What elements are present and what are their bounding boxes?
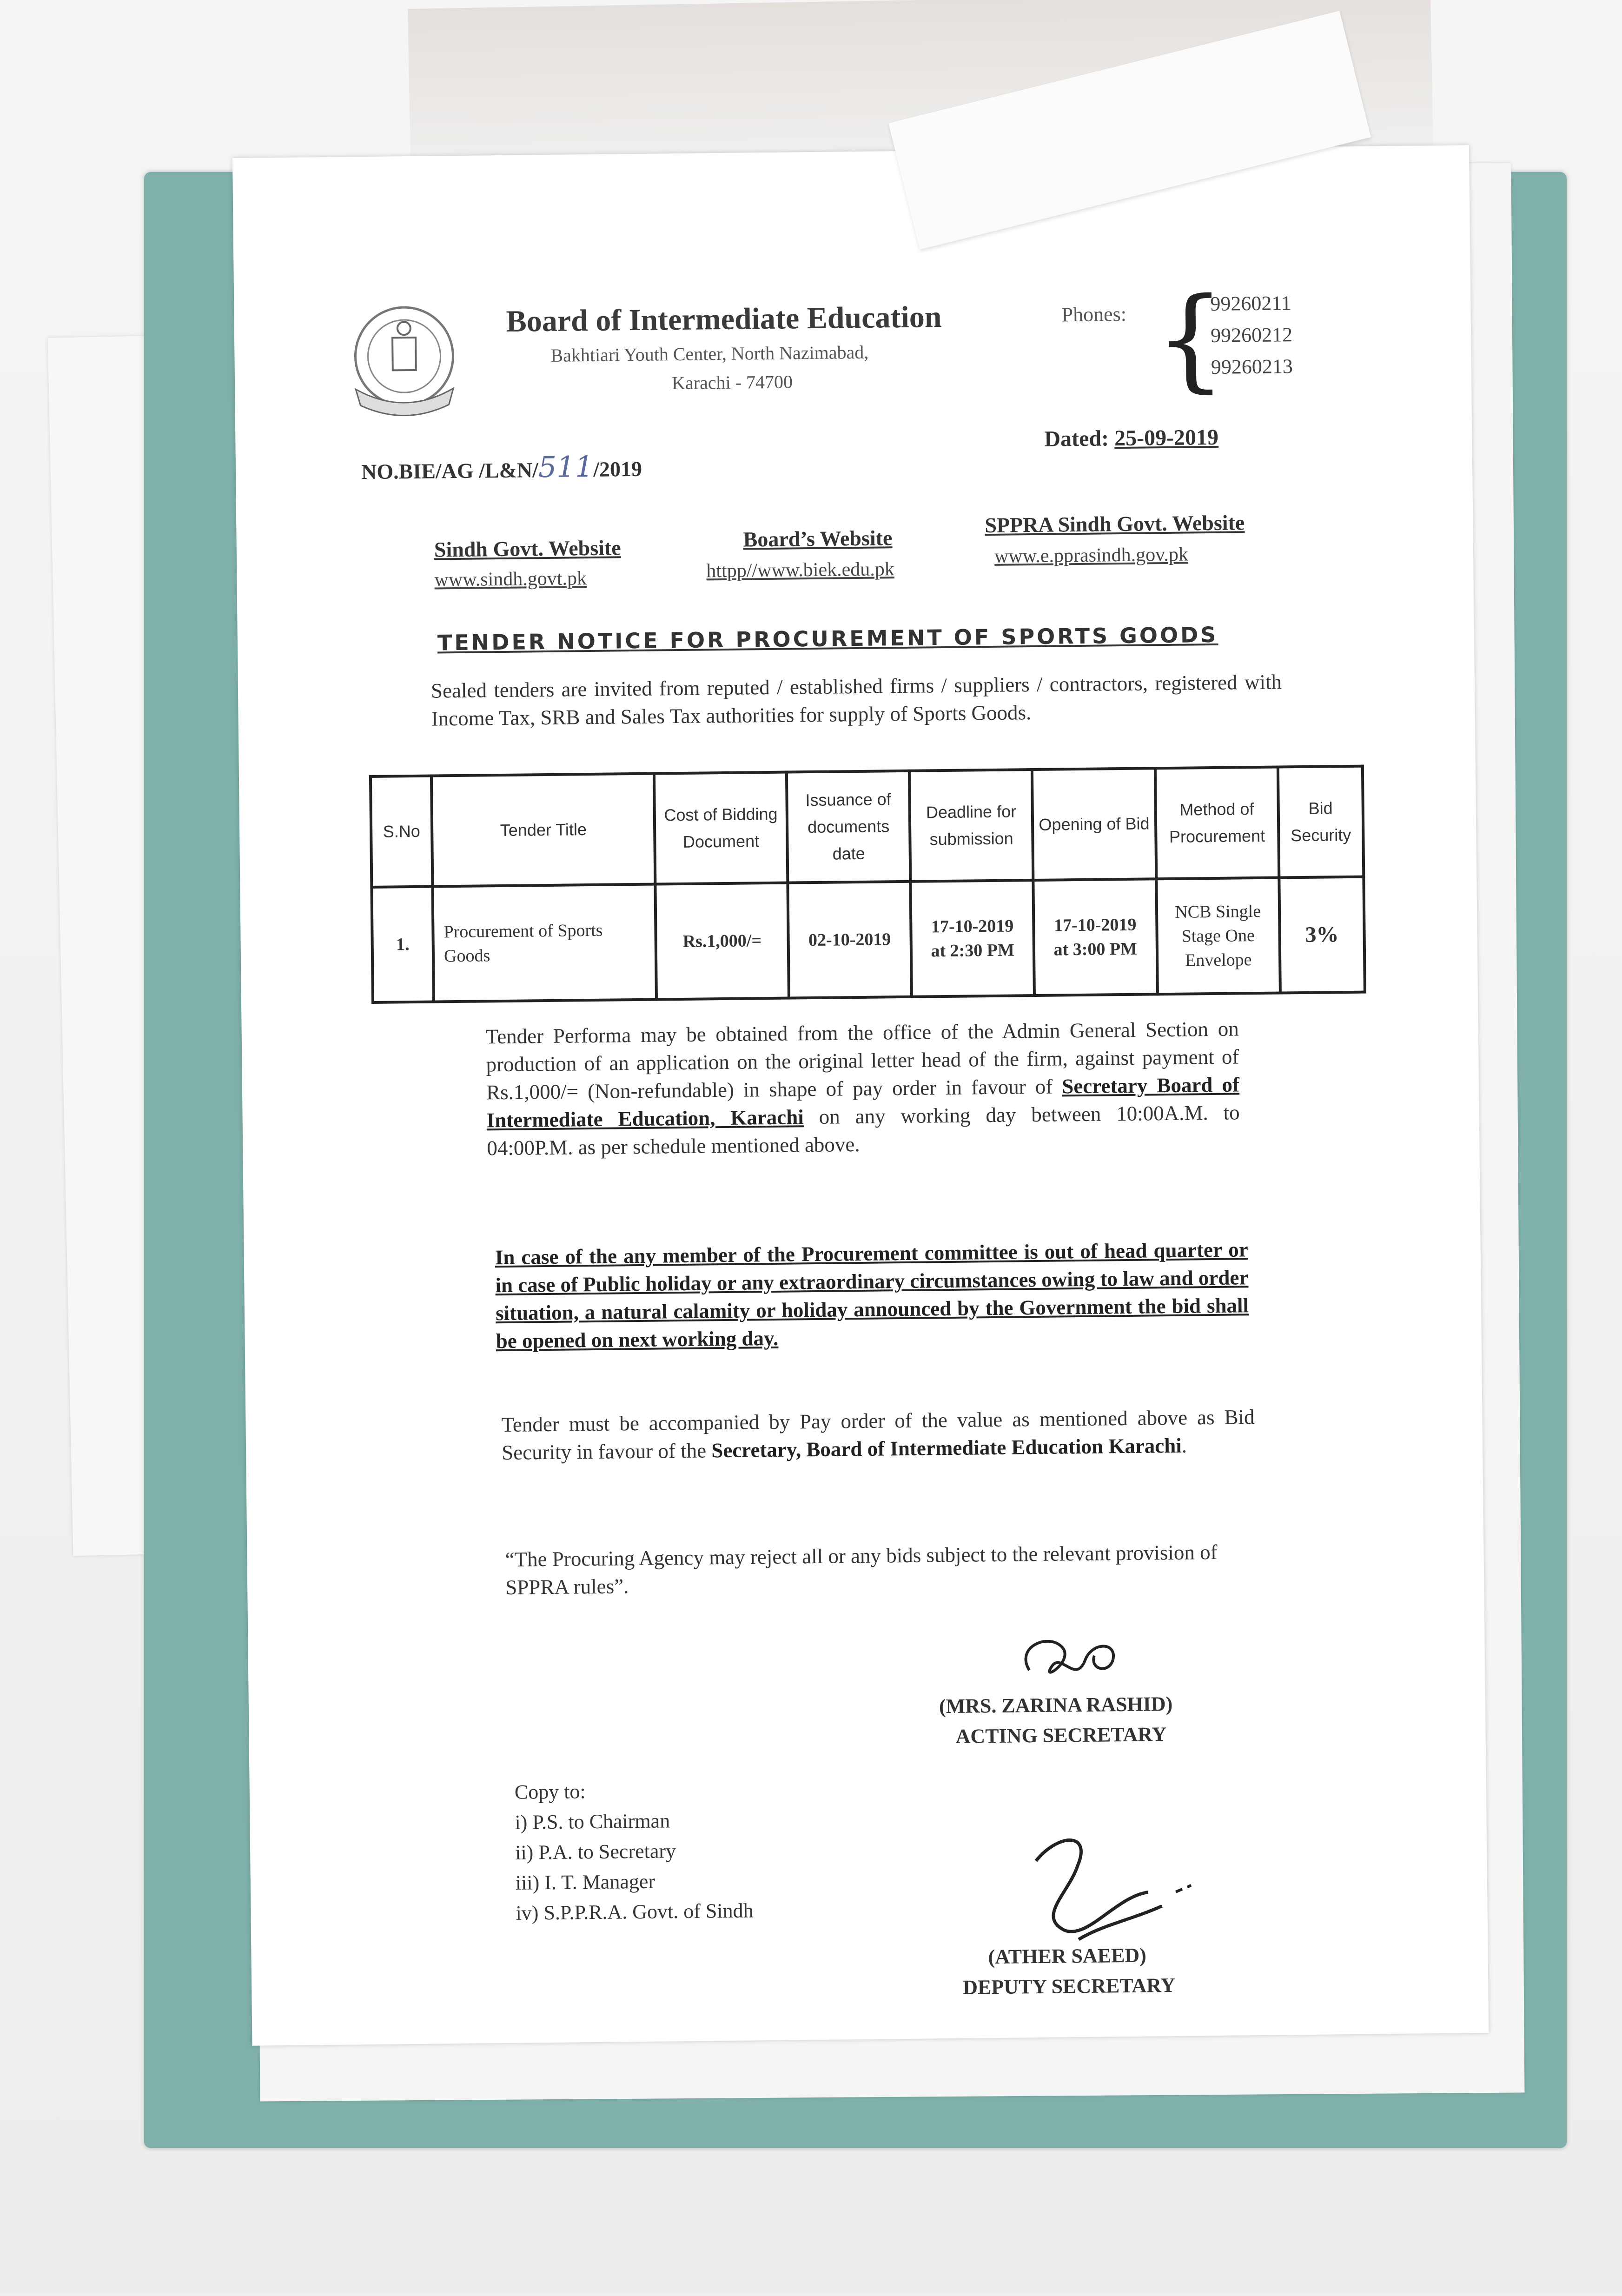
reference-handwritten-number: 511 <box>538 449 594 484</box>
col-header-method: Method of Procurement <box>1155 767 1279 879</box>
board-seal-icon <box>345 300 463 422</box>
dated-value: 25-09-2019 <box>1114 425 1219 451</box>
phone-number: 99260212 <box>1210 323 1293 347</box>
cell-title: Procurement of Sports Goods <box>432 884 656 1002</box>
reference-prefix: NO.BIE/AG /L&N/ <box>361 458 539 484</box>
bid-security-text-b: . <box>1181 1433 1187 1457</box>
opening-time: at 3:00 PM <box>1053 939 1138 960</box>
performa-text-a: Tender Performa may be obtained from the office of the Admin General Section on production of an application on the original letter head of the firm, against payment of Rs.1,000/= (Non-refundable) in shape of pay order in favour of <box>485 1017 1239 1104</box>
cell-security: 3% <box>1279 877 1365 993</box>
intro-paragraph: Sealed tenders are invited from reputed / established firms / suppliers / contractors, registered with Income Tax, SRB and Sales Tax authorities for supply of Sports Goods. <box>430 670 1282 730</box>
col-header-cost: Cost of Bidding Document <box>654 772 788 884</box>
website-label-sppra: SPPRA Sindh Govt. Website <box>985 511 1245 538</box>
copy-to-item: ii) P.A. to Secretary <box>515 1839 676 1864</box>
deadline-time: at 2:30 PM <box>931 940 1015 961</box>
col-header-deadline: Deadline for submission <box>909 770 1033 882</box>
cell-cost: Rs.1,000/= <box>655 883 789 1000</box>
deadline-date: 17-10-2019 <box>931 916 1014 937</box>
reference-suffix: /2019 <box>593 457 642 481</box>
cell-issuance: 02-10-2019 <box>788 882 912 998</box>
col-header-security: Bid Security <box>1278 766 1364 878</box>
col-header-title: Tender Title <box>431 774 655 887</box>
committee-paragraph <box>495 1235 1249 1355</box>
phones-label: Phones: <box>1061 302 1127 326</box>
copy-to-item: i) P.S. to Chairman <box>515 1809 670 1834</box>
col-header-opening: Opening of Bid <box>1032 768 1156 880</box>
cell-opening <box>1033 879 1158 995</box>
table-row <box>371 877 1364 1002</box>
performa-paragraph <box>486 1015 1240 1162</box>
committee-text: In case of the any member of the Procurement committee is out of head quarter or in case of Public holiday or any extraordinary circumstances owing to law and order situation, a natural calamity or holiday announced by the Government the bid shall be opened on next working day. <box>495 1238 1249 1353</box>
col-header-issuance: Issuance of documents date <box>787 771 911 883</box>
phone-number: 99260213 <box>1211 355 1293 378</box>
bid-security-text-a: Tender must be accompanied by Pay order of the value as mentioned above as Bid Security in favour of the <box>501 1405 1255 1465</box>
cell-method: NCB Single Stage One Envelope <box>1156 878 1280 995</box>
table-header-row <box>371 766 1364 887</box>
board-address-line2: Karachi - 74700 <box>671 371 793 394</box>
performa-text-bold: Secretary Board of Intermediate Education, Karachi <box>486 1073 1240 1132</box>
tender-table <box>369 765 1366 1004</box>
bid-security-paragraph <box>501 1403 1255 1467</box>
performa-text-b: on any working day between 10:00A.M. to 04:00P.M. as per schedule mentioned above. <box>487 1101 1240 1160</box>
website-url-sppra[interactable]: www.e.pprasindh.gov.pk <box>994 544 1189 567</box>
website-label-sindh: Sindh Govt. Website <box>434 536 621 562</box>
col-header-sno: S.No <box>371 776 433 887</box>
copy-to-item: iii) I. T. Manager <box>515 1870 655 1894</box>
phones-brace: { <box>1154 273 1227 405</box>
signature-zarina-rashid-icon <box>1010 1627 1132 1703</box>
copy-to-item: iv) S.P.P.R.A. Govt. of Sindh <box>516 1899 754 1924</box>
copy-to-heading: Copy to: <box>514 1780 586 1804</box>
phone-number: 99260211 <box>1210 292 1292 315</box>
opening-date: 17-10-2019 <box>1053 915 1137 936</box>
website-url-board[interactable]: httpp//www.biek.edu.pk <box>706 558 894 582</box>
signatory2-title: DEPUTY SECRETARY <box>963 1973 1176 1999</box>
dated-label: Dated: <box>1044 426 1109 451</box>
notice-title: TENDER NOTICE FOR PROCUREMENT OF SPORTS GOODS <box>437 622 1218 656</box>
website-url-sindh[interactable]: www.sindh.govt.pk <box>434 568 587 591</box>
board-address-line1: Bakhtiari Youth Center, North Nazimabad, <box>550 341 869 366</box>
cell-deadline <box>910 880 1034 997</box>
sppra-paragraph: “The Procuring Agency may reject all or any bids subject to the relevant provision of SPPRA rules”. <box>505 1540 1218 1599</box>
signatory1-title: ACTING SECRETARY <box>955 1723 1167 1748</box>
bid-security-text-bold: Secretary, Board of Intermediate Education Karachi <box>711 1433 1182 1462</box>
dated <box>1044 425 1218 452</box>
signatory2-name: (ATHER SAEED) <box>988 1944 1147 1969</box>
tender-notice-page <box>232 145 1489 2046</box>
cell-sno: 1. <box>371 887 434 1002</box>
signatory1-name: (MRS. ZARINA RASHID) <box>939 1692 1173 1718</box>
reference-number <box>361 449 642 486</box>
website-label-board: Board’s Website <box>743 526 893 551</box>
board-name: Board of Intermediate Education <box>506 300 942 338</box>
